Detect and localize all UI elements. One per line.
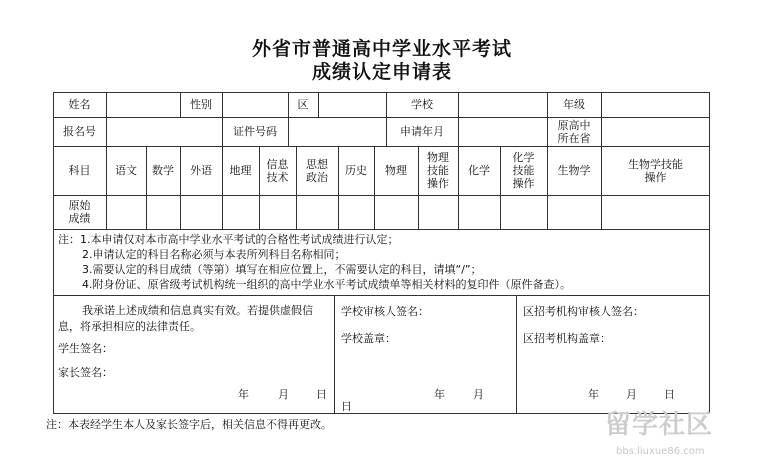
district-date-month: 月 — [626, 388, 637, 401]
score-field-physics[interactable] — [375, 196, 417, 228]
score-field-chemistry-lab[interactable] — [501, 196, 546, 228]
subject-chemistry-lab: 化学技能操作 — [512, 151, 535, 190]
subject-biology: 生物学 — [557, 164, 591, 177]
score-field-physics-lab[interactable] — [419, 196, 457, 228]
apply-date-field[interactable] — [459, 118, 546, 145]
subject-politics: 思想政治 — [306, 157, 328, 184]
footer-note: 注：本表经学生本人及家长签字后，相关信息不得再更改。 — [46, 418, 332, 431]
score-field-foreign-language[interactable] — [181, 196, 221, 228]
original-province-label: 原高中所在省 — [557, 118, 591, 145]
subject-chinese: 语文 — [115, 164, 137, 177]
subject-biology-lab: 生物学技能操作 — [628, 157, 683, 184]
date-day: 日 — [316, 388, 327, 401]
score-field-politics[interactable] — [297, 196, 337, 228]
district-date-year: 年 — [588, 388, 599, 401]
subject-foreign-language: 外语 — [190, 164, 212, 177]
form-title-line2: 成绩认定申请表 — [311, 61, 452, 83]
apply-date-label: 申请年月 — [400, 125, 444, 138]
pledge-text: 我承诺上述成绩和信息真实有效。若提供虚假信息，将承担相应的法律责任。 — [58, 304, 313, 333]
district-date-day: 日 — [664, 388, 675, 401]
note-2: 2.申请认定的科目名称必须与本表所列科目名称相同； — [82, 248, 346, 261]
col-divider — [334, 295, 335, 414]
school-label: 学校 — [411, 98, 433, 111]
district-seal-label: 区招考机构盖章： — [523, 332, 611, 345]
score-field-geography[interactable] — [223, 196, 258, 228]
name-label: 姓名 — [68, 98, 91, 111]
exam-number-field[interactable] — [107, 118, 221, 145]
grade-label: 年级 — [563, 98, 585, 111]
score-field-biology-lab[interactable] — [602, 196, 709, 228]
subject-geography: 地理 — [229, 164, 252, 177]
school-field[interactable] — [459, 93, 546, 116]
gender-label: 性别 — [190, 98, 212, 111]
watermark-logo: 留学社区 — [605, 410, 714, 440]
district-label: 区 — [297, 98, 309, 111]
note-3: 3.需要认定的科目成绩（等第）填写在相应位置上，不需要认定的科目，请填“/”； — [82, 263, 482, 276]
subject-physics: 物理 — [385, 164, 407, 177]
subject-chemistry: 化学 — [468, 164, 490, 177]
col-divider — [516, 295, 517, 414]
original-province-field[interactable] — [602, 118, 709, 145]
note-1: 注：1.本申请仅对本市高中学业水平考试的合格性考试成绩进行认定； — [58, 233, 399, 246]
school-date-day: 日 — [341, 400, 352, 413]
school-seal-label: 学校盖章： — [341, 332, 396, 345]
exam-number-label: 报名号 — [63, 125, 96, 138]
district-field[interactable] — [319, 93, 385, 116]
gender-field[interactable] — [223, 93, 287, 116]
school-reviewer-signature-label: 学校审核人签名： — [341, 305, 429, 318]
score-field-math[interactable] — [147, 196, 179, 228]
name-field[interactable] — [107, 93, 179, 116]
student-signature-label: 学生签名： — [58, 342, 113, 355]
school-date-month: 月 — [473, 388, 484, 401]
subject-physics-lab: 物理技能操作 — [427, 151, 449, 190]
score-field-chinese[interactable] — [107, 196, 145, 228]
form-title-line1: 外省市普通高中学业水平考试 — [251, 38, 512, 60]
original-score-label: 原始成绩 — [68, 199, 91, 225]
date-month: 月 — [278, 388, 289, 401]
grade-field[interactable] — [602, 93, 709, 116]
id-number-label: 证件号码 — [233, 125, 277, 138]
id-number-field[interactable] — [289, 118, 385, 145]
subject-it: 信息技术 — [266, 157, 289, 184]
subject-math: 数学 — [152, 164, 174, 177]
note-4: 4.附身份证、原省级考试机构统一组织的高中学业水平考试成绩单等相关材料的复印件（原件备查）。 — [82, 278, 571, 291]
score-field-biology[interactable] — [548, 196, 600, 228]
row-divider — [53, 295, 710, 296]
school-date-year: 年 — [434, 388, 445, 401]
score-field-it[interactable] — [260, 196, 295, 228]
subject-history: 历史 — [345, 164, 367, 177]
subjects-label: 科目 — [68, 164, 91, 177]
row-divider — [53, 229, 710, 230]
date-year: 年 — [238, 388, 249, 401]
watermark-url: bbs.liuxue86.com — [616, 446, 705, 457]
parent-signature-label: 家长签名： — [58, 366, 113, 379]
score-field-chemistry[interactable] — [459, 196, 499, 228]
score-field-history[interactable] — [339, 196, 373, 228]
district-reviewer-signature-label: 区招考机构审核人签名： — [523, 305, 644, 318]
